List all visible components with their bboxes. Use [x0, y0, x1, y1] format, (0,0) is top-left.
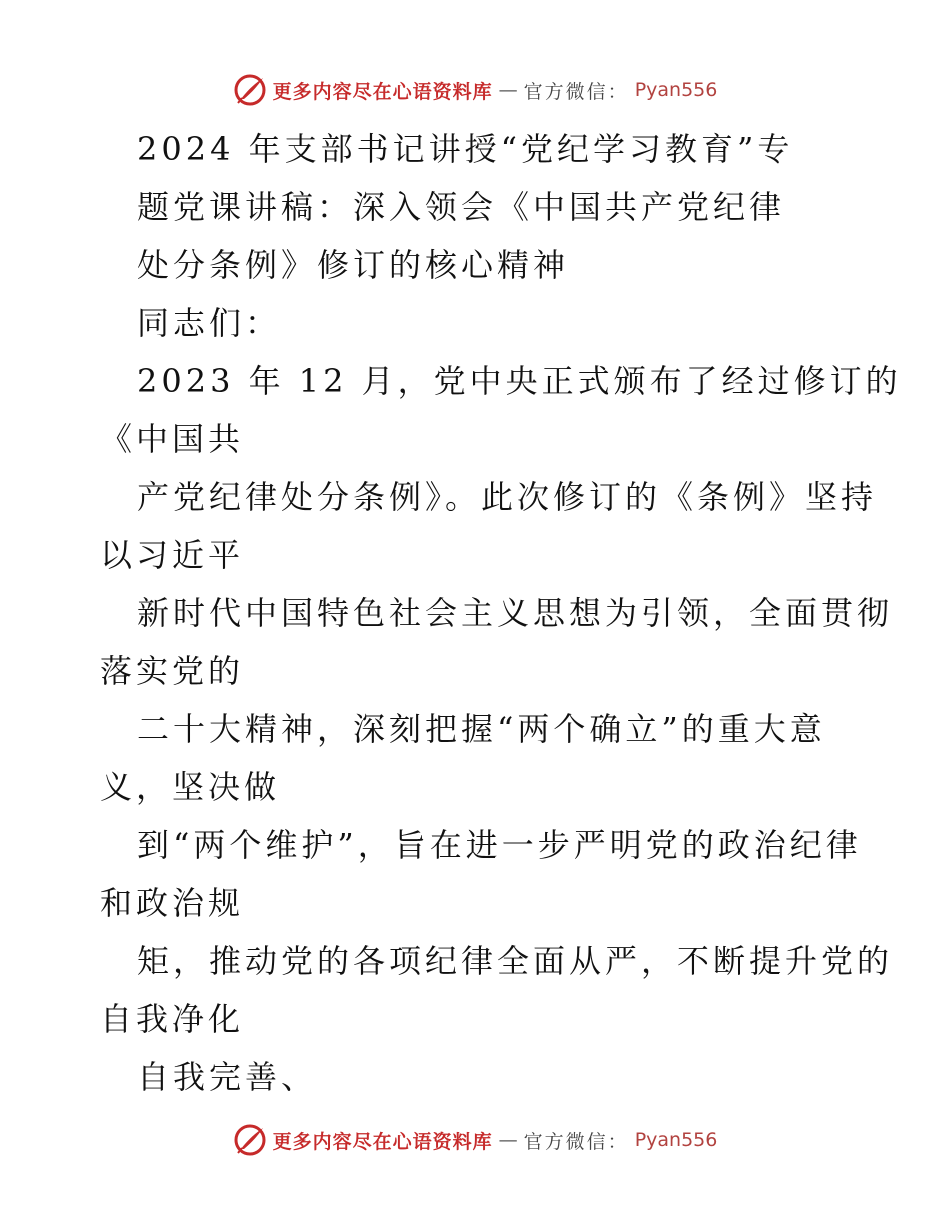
- text-line: 以习近平: [100, 536, 245, 574]
- wechat-id: Pyan556: [634, 79, 718, 101]
- text-line: 和政治规: [100, 884, 245, 922]
- document-body: [100, 120, 902, 1106]
- wechat-label: 官方微信：: [523, 1130, 629, 1153]
- text-line: 矩，推动党的各项纪律全面从严，不断提升党的: [137, 942, 894, 980]
- text-line: 2023 年 12 月，党中央正式颁布了经过修订的: [137, 362, 902, 400]
- text-line: 义，坚决做: [100, 768, 281, 806]
- text-line: 新时代中国特色社会主义思想为引领，全面贯彻: [137, 594, 894, 632]
- separator: —: [498, 79, 518, 101]
- brand-name: 更多内容尽在心语资料库: [272, 80, 493, 103]
- text-line: 产党纪律处分条例》。此次修订的《条例》坚持: [137, 478, 878, 516]
- wechat-label: 官方微信：: [523, 80, 629, 103]
- text-line: 题党课讲稿：深入领会《中国共产党纪律: [137, 188, 786, 226]
- text-line: 自我完善、: [137, 1058, 318, 1096]
- text-line: 到“两个维护”，旨在进一步严明党的政治纪律: [137, 826, 862, 864]
- text-line: 落实党的: [100, 652, 245, 690]
- quill-logo-icon: [233, 1123, 267, 1157]
- text-line: 《中国共: [100, 420, 245, 458]
- footer-banner: [0, 1120, 950, 1160]
- wechat-id: Pyan556: [634, 1129, 718, 1151]
- text-line: 同志们：: [137, 304, 282, 342]
- text-line: 自我净化: [100, 1000, 245, 1038]
- text-line: 二十大精神，深刻把握“两个确立”的重大意: [137, 710, 826, 748]
- text-line: 2024 年支部书记讲授“党纪学习教育”专: [137, 130, 794, 168]
- separator: —: [498, 1129, 518, 1151]
- brand-name: 更多内容尽在心语资料库: [272, 1130, 493, 1153]
- quill-logo-icon: [233, 73, 267, 107]
- text-line: 处分条例》修订的核心精神: [137, 246, 570, 284]
- header-banner: [0, 70, 950, 110]
